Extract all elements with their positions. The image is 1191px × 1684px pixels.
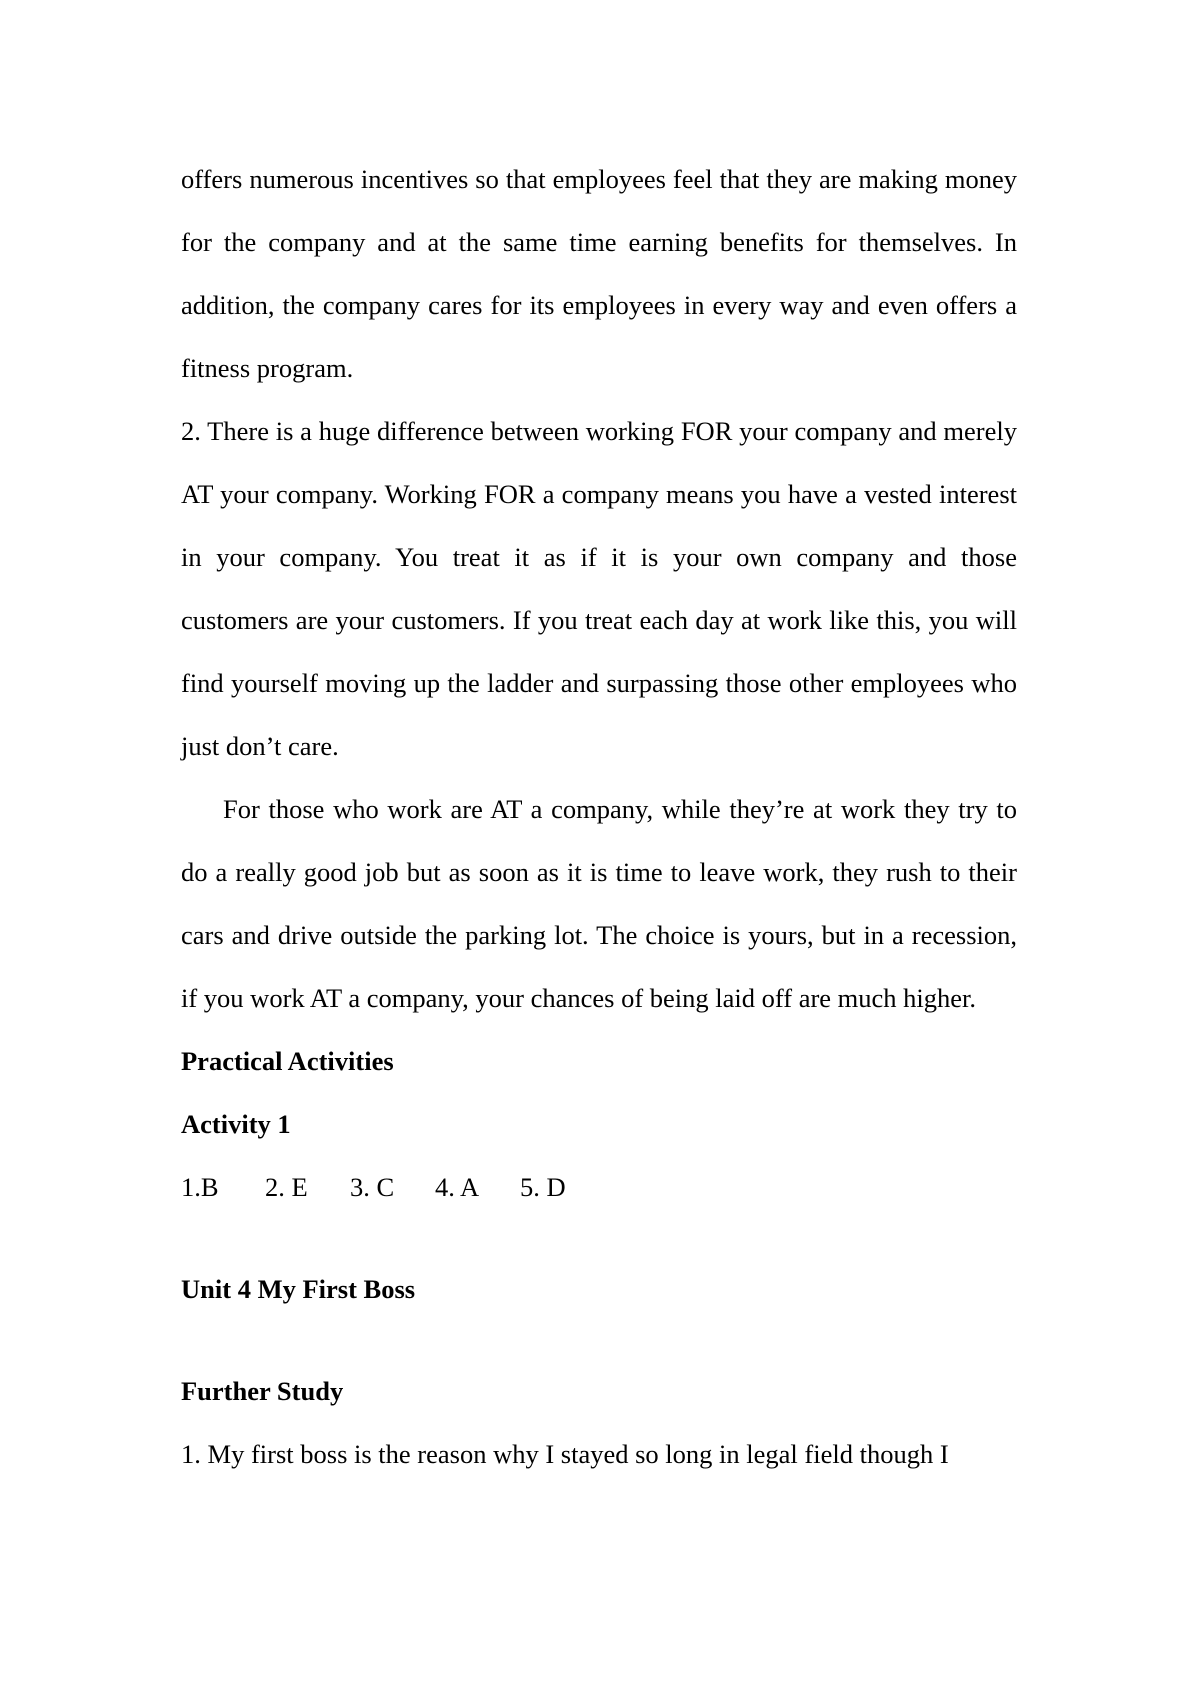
heading-unit-4: Unit 4 My First Boss bbox=[181, 1274, 416, 1304]
section-spacer bbox=[181, 1219, 1017, 1258]
section-spacer bbox=[181, 1321, 1017, 1360]
answer-list bbox=[181, 1156, 1017, 1219]
paragraph-working-at-company: For those who work are AT a company, while they’re at work they try to do a really good job but as soon as it is time to leave work, they rush to their cars and drive outside the parking lot. The choice is yours, but in a recession, if you work AT a company, your chances of being laid off are much higher. bbox=[181, 794, 1017, 1013]
paragraph-first-boss: 1. My first boss is the reason why I stayed so long in legal field though I bbox=[181, 1439, 949, 1469]
paragraph-working-for-company: 2. There is a huge difference between working FOR your company and merely AT your company. Working FOR a company means you have a vested interest in your company. You treat it as if it is your own company and those customers are your customers. If you treat each day at work like this, you will find yourself moving up the ladder and surpassing those other employees who just don’t care. bbox=[181, 416, 1017, 761]
heading-practical-activities: Practical Activities bbox=[181, 1046, 394, 1076]
answer-item: 1.B bbox=[181, 1172, 219, 1202]
answer-item: 4. A bbox=[435, 1172, 480, 1202]
answer-item: 2. E bbox=[265, 1172, 308, 1202]
document-page bbox=[181, 148, 1017, 1486]
paragraph-incentives: offers numerous incentives so that employees feel that they are making money for the company and at the same time earning benefits for themselves. In addition, the company cares for its employees in every way and even offers a fitness program. bbox=[181, 164, 1017, 383]
heading-activity-1: Activity 1 bbox=[181, 1109, 291, 1139]
heading-further-study: Further Study bbox=[181, 1376, 344, 1406]
answer-item: 3. C bbox=[350, 1172, 395, 1202]
answer-item: 5. D bbox=[520, 1172, 566, 1202]
